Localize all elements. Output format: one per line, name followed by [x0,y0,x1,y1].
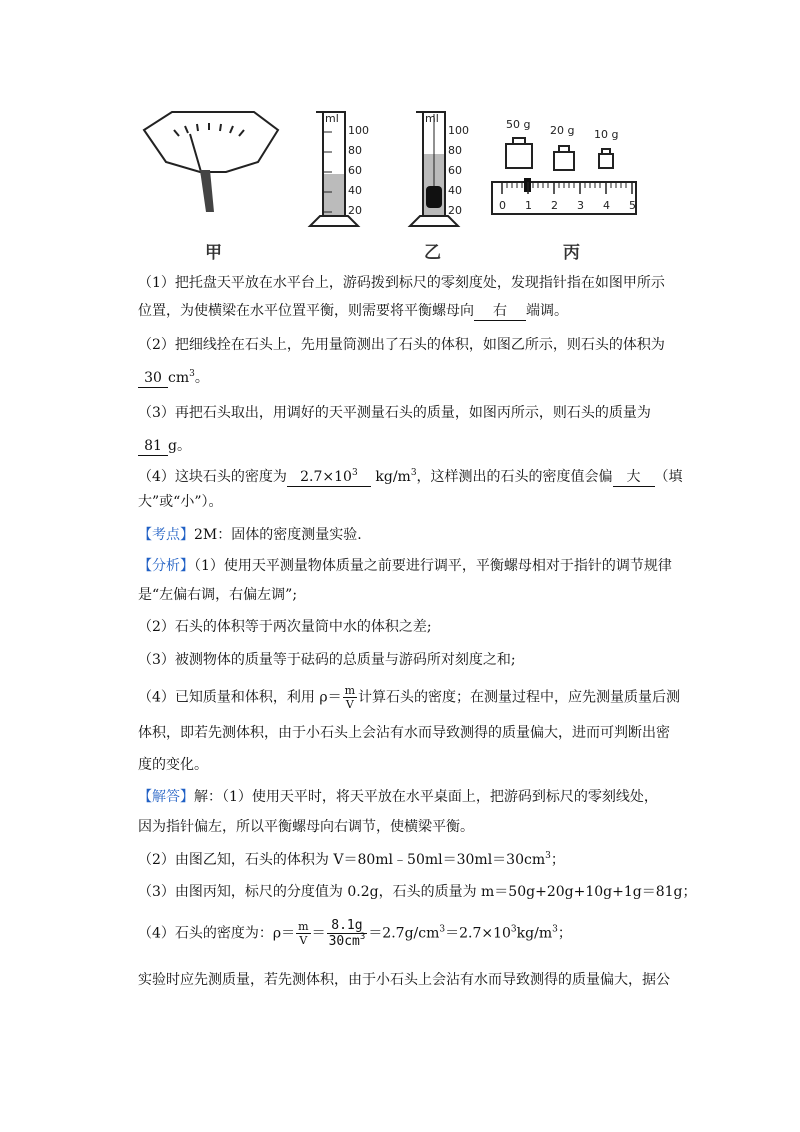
q4-answer2: 大 [613,468,655,487]
jieda-line2: 因为指针偏左，所以平衡螺母向右调节，使横梁平衡。 [138,819,474,835]
cyl2-tick: 100 [448,124,469,137]
figure-label-yi: 乙 [424,243,441,263]
q4-unit-sup: 3 [410,468,417,478]
jieda-text: 解：（1）使用天平时，将天平放在水平桌面上，把游码到标尺的零刻线处， [194,789,658,805]
density-fraction-2: $\frac{8.1g}{30cm^3}$ [328,918,366,949]
fenxi-tag: 【分析】 [138,558,194,574]
cyl1-tick: 80 [348,144,362,157]
fenxi-line4: （3）被测物体的质量等于砝码的总质量与游码所对刻度之和; [138,652,516,668]
ruler-tick-label: 5 [629,199,636,212]
q4-text2: ，这样测出的石头的密度值会偏 [416,469,613,485]
experiment-figure [130,100,670,260]
ruler-tick-label: 3 [577,199,584,212]
ruler-tick-label: 4 [603,199,610,212]
q2-end: 。 [194,370,209,386]
q2-unit: cm [168,370,190,386]
kaodian-line [138,525,362,545]
q1-end: 端调。 [526,303,568,319]
fenxi-line2: 是“左偏右调，右偏左调”; [138,587,298,603]
q2-line2 [138,368,209,388]
cyl1-tick: 60 [348,164,362,177]
fenxi-l5a: （4）已知质量和体积，利用 ρ＝ [138,689,342,706]
fenxi-l5b: 计算石头的密度；在测量过程中，应先测量质量后测 [358,689,681,706]
figure-drawing [130,100,670,260]
weights [506,138,613,170]
cyl2-tick: 20 [448,204,462,217]
cyl2-tick: 60 [448,164,462,177]
figure-label-bing: 丙 [563,243,580,263]
balance-dial [144,112,278,212]
cyl2-unit: ml [425,112,439,125]
kaodian-tag: 【考点】 [138,527,194,543]
ruler-tick-label: 0 [499,199,506,212]
cyl1-tick: 40 [348,184,362,197]
q1-text: 位置，为使横梁在水平位置平衡，则需要将平衡螺母向 [138,303,474,319]
cyl2-tick: 40 [448,184,462,197]
fenxi-line5 [138,684,680,711]
jieda-tag: 【解答】 [138,789,194,805]
q3-end: g。 [168,438,191,454]
q1-line1: （1）把托盘天平放在水平台上，游码拨到标尺的零刻度处，发现指针指在如图甲所示 [138,275,665,291]
q4-line2: 大”或“小”）。 [138,494,223,510]
fenxi-line6: 体积，即若先测体积，由于小石头上会沾有水而导致测得的质量偏大，进而可判断出密 [138,725,670,741]
q4-line1 [138,467,683,487]
jieda-line3: （2）由图乙知，石头的体积为 $V=80ml﹣50ml=30ml=30cm^3$； [138,851,565,868]
weight-label: 50 g [506,118,531,131]
fenxi-text: （1）使用天平测量物体质量之前要进行调平，平衡螺母相对于指针的调节规律 [194,558,672,574]
ruler [492,178,636,214]
kaodian-text: 2M：固体的密度测量实验. [194,527,362,543]
fenxi-line1 [138,556,672,576]
cyl1-unit: ml [325,112,339,125]
q1-answer: 右 [474,302,526,321]
jieda-line4: （3）由图丙知，标尺的分度值为 0.2g，石头的质量为 m＝50g+20g+10g+1g＝81g； [138,884,697,900]
q4-text3: （填 [654,469,683,485]
weight-label: 20 g [550,124,575,137]
q4-answer1: $2.7\times 10^3$ [287,468,371,487]
weight-label: 10 g [594,128,619,141]
q4-unit: kg/m [375,469,411,485]
ruler-tick-label: 1 [525,199,532,212]
cyl1-tick: 100 [348,124,369,137]
figure-label-jia: 甲 [205,243,222,263]
q3-line2 [138,436,191,456]
fenxi-line7: 度的变化。 [138,757,208,773]
pointer-base [200,170,214,212]
jieda-line5: （4）石头的密度为：ρ＝ $\frac{m}{V}$ ＝ $\frac{8.1g}{30cm^3}$ $=2.7g/cm^3=2.7\times 10^3kg/m^3$； [138,918,572,949]
fenxi-line3: （2）石头的体积等于两次量筒中水的体积之差; [138,619,432,635]
density-fraction: $\frac{m}{V}$ [344,684,356,711]
jieda-line1 [138,787,658,807]
q1-line2 [138,301,568,321]
q2-line1: （2）把细线拴在石头上，先用量筒测出了石头的体积，如图乙所示，则石头的体积为 [138,337,665,353]
density-fraction-1: $\frac{m}{V}$ [298,920,309,947]
q2-answer: 30 [138,369,168,388]
q2-unit-sup: 3 [189,369,195,379]
cyl2-tick: 80 [448,144,462,157]
cyl1-tick: 20 [348,204,362,217]
q3-answer: 81 [138,437,168,456]
stone [426,186,442,208]
q4-text: （4）这块石头的密度为 [138,469,287,485]
jieda-line6: 实验时应先测质量，若先测体积，由于小石头上会沾有水而导致测得的质量偏大，据公 [138,972,670,988]
ruler-tick-label: 2 [551,199,558,212]
q3-line1: （3）再把石头取出，用调好的天平测量石头的质量，如图丙所示，则石头的质量为 [138,405,651,421]
